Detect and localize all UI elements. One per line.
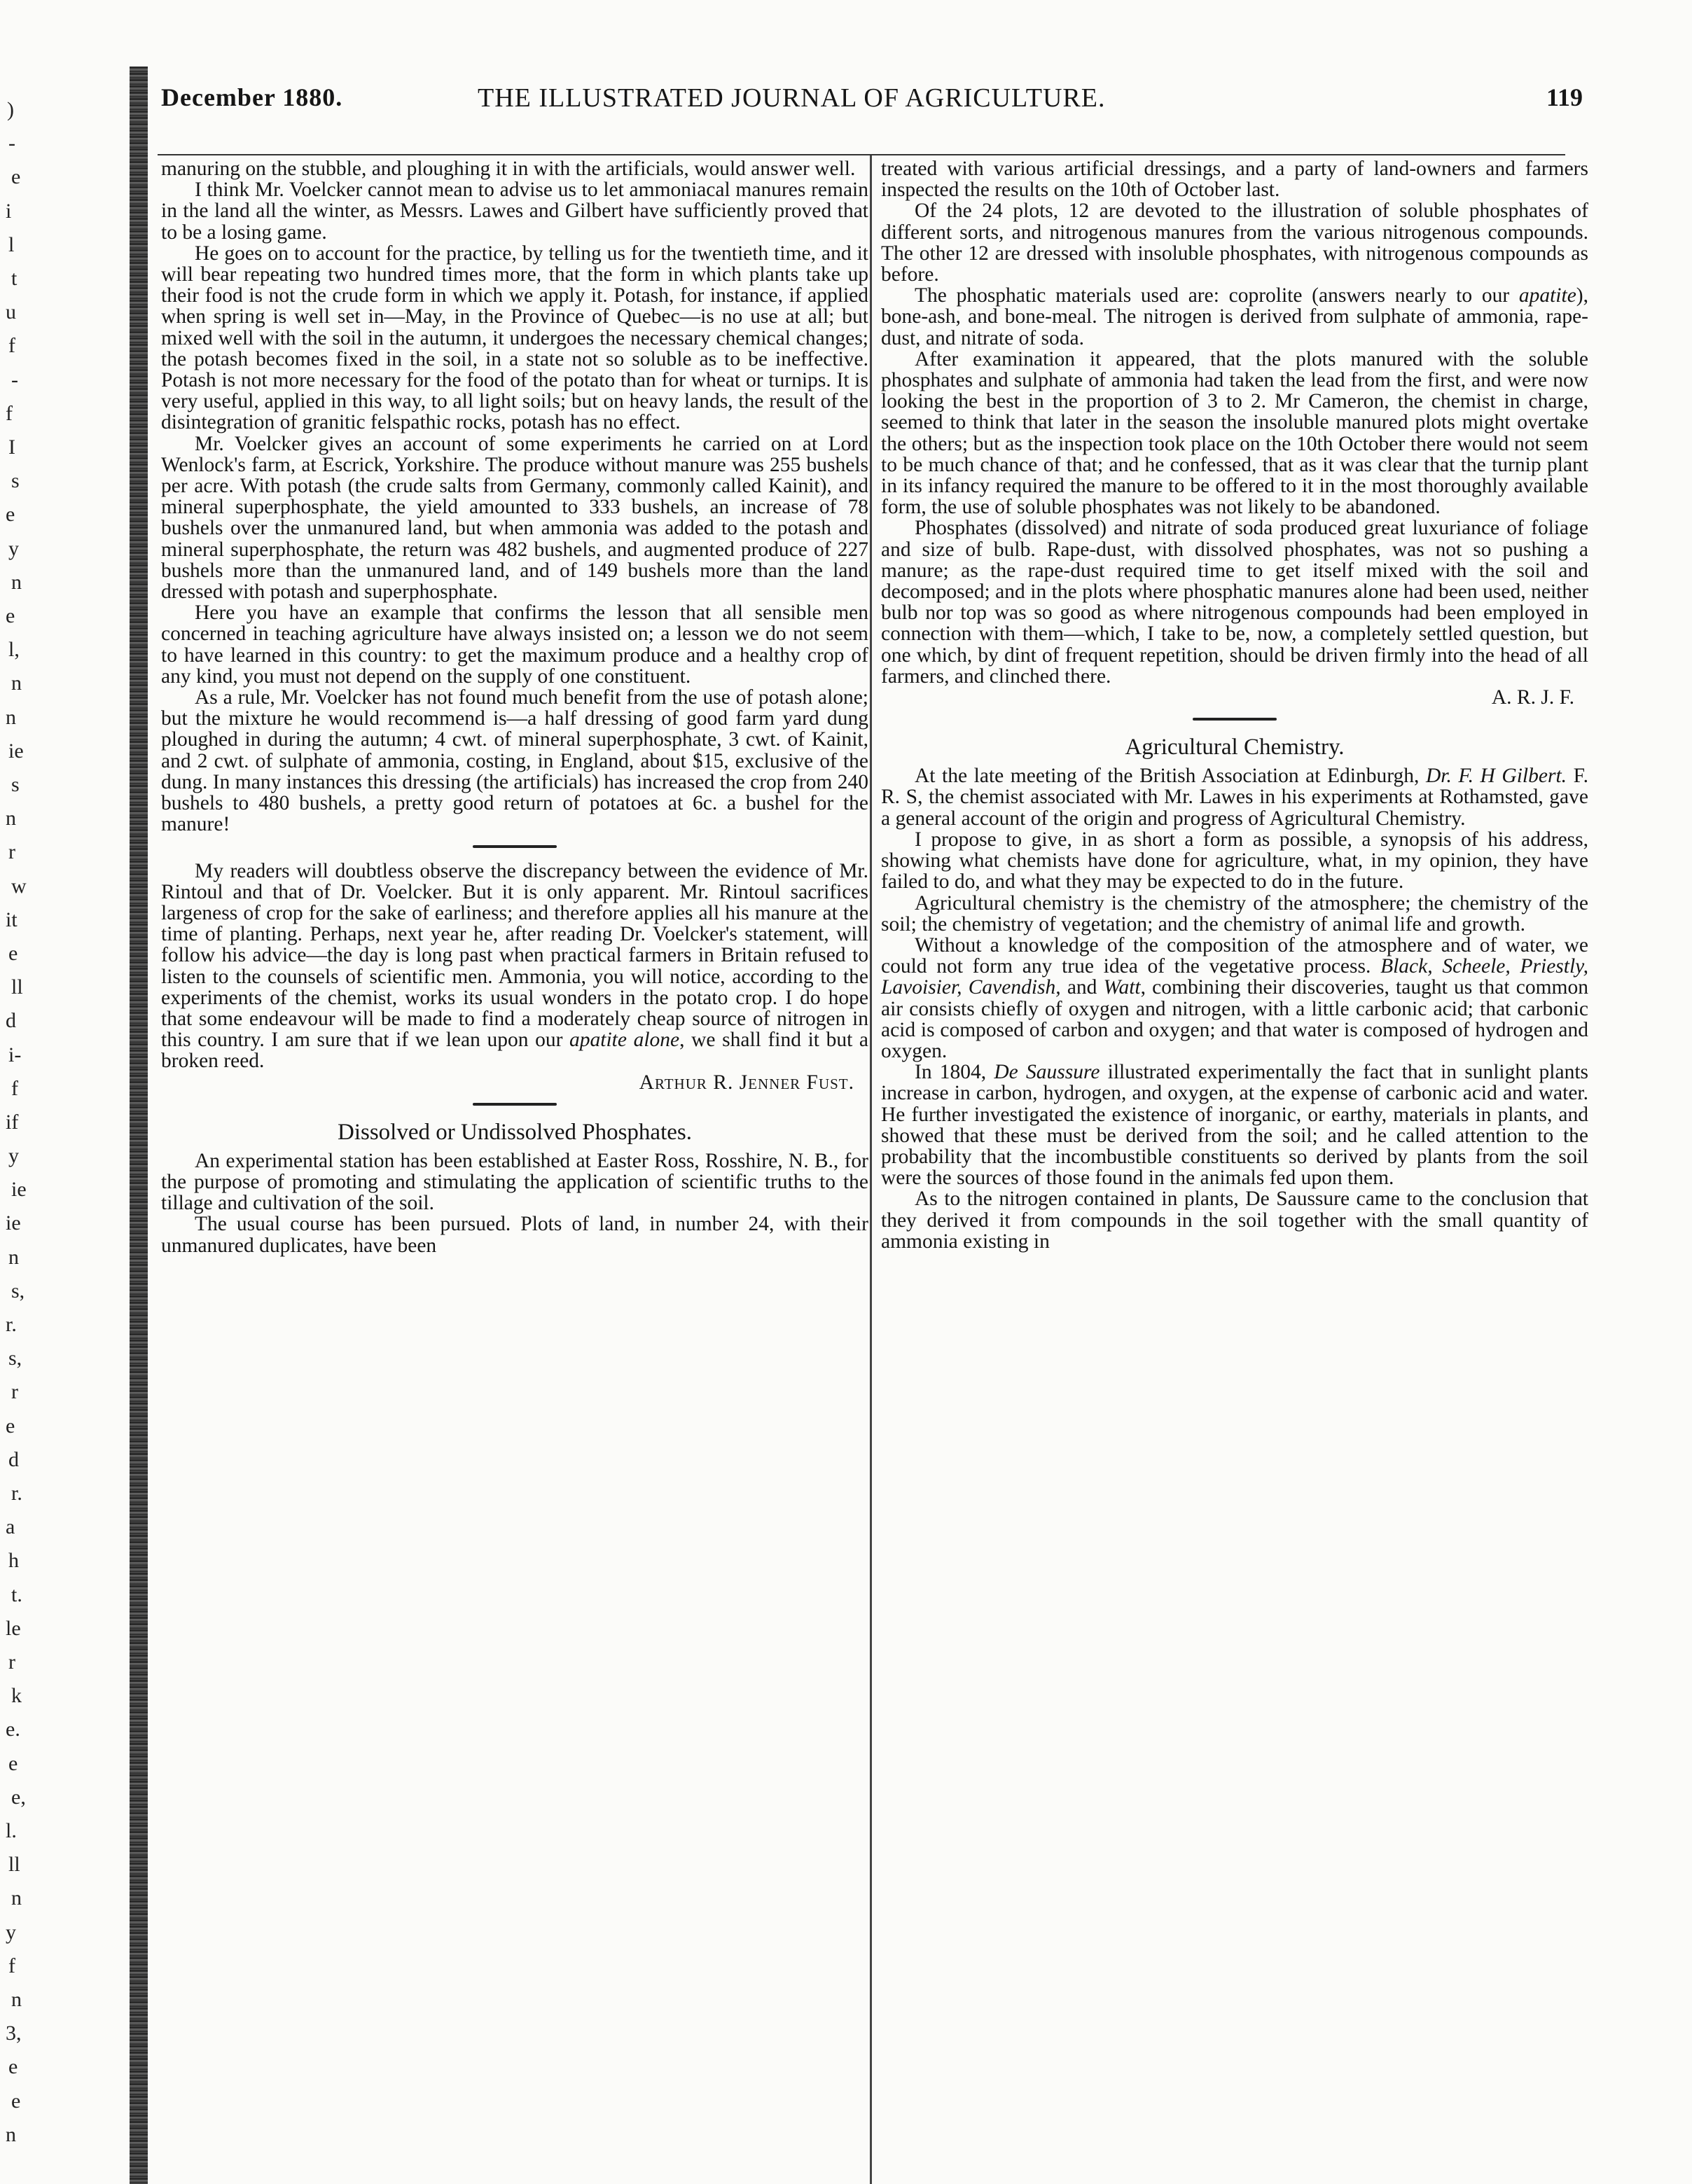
margin-fragment: n	[6, 705, 16, 729]
margin-fragment: if	[6, 1110, 19, 1134]
article-heading: Dissolved or Undissolved Phosphates.	[338, 1119, 692, 1145]
margin-fragment: n	[6, 2122, 16, 2146]
text-run: , combining their discoveries, taught us that common air consists chiefly of oxygen and nitrogen, with a little carbonic acid; that carbonic acid is composed of carbon and oxygen; and that water is composed of hydrogen and oxygen.	[881, 976, 1589, 1062]
margin-fragment: e.	[6, 1718, 20, 1741]
margin-fragment: ll	[8, 1853, 20, 1877]
text-run: ), bone-ash, and bone-meal. The nitrogen is derived from sulphate of ammonia, rape-dust, and nitrate of soda.	[881, 284, 1588, 349]
margin-fragment: e,	[11, 1785, 26, 1809]
margin-fragment: f	[6, 401, 13, 425]
text-run: In 1804,	[915, 1061, 994, 1084]
paragraph: Mr. Voelcker gives an account of some experiments he carried on at Lord Wenlock's farm, at Escrick, Yorkshire. The produce without manure was 255 bushels per acre. With potash (the crude salts from Germany, commonly called Kainit), and mineral superphosphate, the yield amounted to 333 bushels, an increase of 78 bushels over the unmanured land, but when ammonia was added to the potash and mineral superphosphate, the return was 482 bushels, and augmented produce of 227 bushels more than the unmanured land, and of 149 bushels more than the land dressed with potash and superphosphate.	[161, 432, 868, 604]
italic-text: apatite	[1518, 284, 1576, 307]
paragraph	[881, 765, 1588, 829]
column-divider	[870, 155, 872, 2184]
margin-fragment: ie	[8, 739, 24, 763]
author-signature: Arthur R. Jenner Fust.	[639, 1071, 854, 1094]
paragraph: As to the nitrogen contained in plants, De Saussure came to the conclusion that they derived it from compounds in the soil together with the small quantity of ammonia existing in	[881, 1188, 1588, 1253]
article-heading: Agricultural Chemistry.	[1125, 735, 1345, 760]
margin-fragment: d	[8, 1447, 19, 1471]
margin-fragment: r.	[11, 1482, 22, 1505]
italic-text: Watt	[1103, 976, 1141, 999]
margin-fragment: i-	[8, 1043, 22, 1066]
paragraph: As a rule, Mr. Voelcker has not found much benefit from the use of potash alone; but the mixture he would recommend is—a half dressing of good farm yard dung ploughed in during the autumn; 4 cwt. of mineral superphosphate, 3 cwt. of Kainit, and 2 cwt. of sulphate of ammonia, costing, in England, about $15, exclusive of the dung. In many instances this dressing (the artificials) has increased the crop from 240 bushels to 480 bushels, a pretty good return of potatoes at 6c. a bushel for the manure!	[161, 686, 868, 836]
margin-fragment: ie	[6, 1211, 21, 1235]
margin-fragment: n	[8, 1245, 19, 1269]
margin-fragment: k	[11, 1684, 22, 1708]
binding-strip	[130, 67, 148, 2184]
paragraph: manuring on the stubble, and ploughing it in with the artificials, would answer well.	[161, 158, 856, 180]
margin-fragment: e	[11, 2089, 21, 2113]
margin-fragment: e	[6, 1414, 15, 1438]
margin-fragment: n	[11, 1988, 22, 2012]
text-run: My readers will doubtless observe the discrepancy between the evidence of Mr. Rintoul and that of Dr. Voelcker. But it is only apparent. Mr. Rintoul sacrifices largeness of crop for the sake of earliness; and therefore applies all his manure at the time of planting. Perhaps, next year he, after reading Dr. Voelcker's statement, will follow his advice—the day is long past when practical farmers in Britain refused to listen to the counsels of scientific men. Ammonia, you will notice, according to the experiments of the chemist, works its usual wonders in the potato crop. I do hope that some endeavour will be made to find a moderately cheap source of nitrogen in this country. I am sure that if we lean upon our	[161, 859, 868, 1052]
margin-fragment: l	[8, 232, 15, 256]
margin-fragment: d	[6, 1009, 16, 1033]
margin-fragment: n	[11, 570, 22, 594]
italic-text: Black, Scheele, Priestly, Lavoisier, Cavendish,	[881, 955, 1588, 999]
paragraph: Phosphates (dissolved) and nitrate of soda produced great luxuriance of foliage and size of bulb. Rape-dust, with dissolved phosphates, was not so pushing a manure; as the rape-dust required time to get itself mixed with the soil and decomposed; and in the plots where phosphatic manures alone had been used, neither bulb nor top was so good as where nitrogenous compounds had been employed in connection with them—which, I take to be, now, a completely settled question, but one which, by dint of frequent repetition, should be driven firmly into the head of all farmers, and clinched there.	[881, 517, 1588, 688]
adjacent-page-margin	[0, 98, 105, 2171]
margin-fragment: y	[6, 1920, 16, 1944]
paragraph: The usual course has been pursued. Plots of land, in number 24, with their unmanured duplicates, have been	[161, 1213, 868, 1257]
margin-fragment: 3,	[6, 2022, 22, 2045]
text-run: F. R. S, the chemist associated with Mr. Lawes in his experiments at Rothamsted, gave a general account of the origin and progress of Agricultural Chemistry.	[881, 765, 1588, 830]
margin-fragment: -	[8, 132, 15, 155]
running-header	[161, 83, 1583, 125]
text-run: and	[1060, 976, 1104, 999]
margin-fragment: I	[8, 435, 15, 459]
margin-fragment: )	[7, 98, 14, 121]
margin-fragment: e	[11, 165, 21, 189]
margin-fragment: e	[8, 1751, 18, 1775]
margin-fragment: e	[8, 941, 18, 965]
margin-fragment: f	[11, 1076, 18, 1100]
text-run: , we shall find it but a broken reed.	[161, 1029, 868, 1073]
margin-fragment: t	[11, 266, 18, 290]
paragraph: treated with various artificial dressings, and a party of land-owners and farmers inspected the results on the 10th of October last.	[881, 158, 1588, 202]
paragraph: Agricultural chemistry is the chemistry of the atmosphere; the chemistry of the soil; the chemistry of vegetation; and the chemistry of animal life and growth.	[881, 891, 1588, 935]
margin-fragment: ll	[11, 975, 23, 999]
margin-fragment: r	[8, 1650, 15, 1674]
margin-fragment: t.	[11, 1583, 22, 1606]
margin-fragment: s	[11, 772, 20, 796]
paragraph	[881, 935, 1588, 1062]
italic-text: Dr. F. H Gilbert.	[1425, 765, 1567, 788]
text-run: illustrated experimentally the fact that in sunlight plants increase in carbon, hydrogen, and oxygen, at the expense of carbonic acid and water. He further investigated the existence of inorganic, or earthy, materials in plants, and showed that these must be derived from the soil; and he called attention to the probability that the incombustible constituents so derived by plants from the soil were the sources of those found in the animals fed upon them.	[881, 1061, 1588, 1190]
author-signature: A. R. J. F.	[1491, 686, 1574, 709]
margin-fragment: l.	[6, 1819, 17, 1843]
section-rule	[473, 1103, 557, 1106]
italic-text: De Saussure	[994, 1061, 1100, 1084]
paragraph	[881, 285, 1588, 349]
journal-title: THE ILLUSTRATED JOURNAL OF AGRICULTURE.	[478, 83, 1106, 113]
paragraph: After examination it appeared, that the plots manured with the soluble phosphates and sulphate of ammonia had taken the lead from the first, and were now looking the best in the proportion of 3 to 2. Mr Cameron, the chemist in charge, seemed to think that later in the season the insoluble manured plots might overtake the others; but as the inspection took place on the 10th October there would not seem to be much chance of that; and he confessed, that as it was clear that the turnip plant in its infancy required the manure to be offered to it in the most thoroughly available form, the use of soluble phosphates was not likely to be abandoned.	[881, 347, 1588, 519]
margin-fragment: i	[6, 199, 12, 223]
margin-fragment: y	[8, 536, 19, 560]
margin-fragment: r	[11, 1380, 18, 1404]
paragraph: Here you have an example that confirms the lesson that all sensible men concerned in teaching agriculture have always insisted on; a lesson we do not seem to have learned in this country: to get the maximum produce and a healthy crop of any kind, you must not depend on the supply of one constituent.	[161, 601, 868, 688]
margin-fragment: y	[8, 1144, 19, 1168]
margin-fragment: it	[6, 907, 18, 931]
margin-fragment: le	[6, 1616, 21, 1640]
margin-fragment: f	[8, 1954, 15, 1977]
margin-fragment: f	[8, 334, 15, 358]
paragraph	[161, 861, 868, 1072]
margin-fragment: w	[11, 874, 27, 898]
right-column	[881, 158, 1588, 1252]
paragraph: He goes on to account for the practice, by telling us for the twentieth time, and it will bear repeating two hundred times more, that the form in which plants take up their food is not the crude form in which we apply it. Potash, for instance, if applied when spring is well set in—May, in the Province of Quebec—is no use at all; but mixed well with the soil in the autumn, it undergoes the necessary chemical changes; the potash becomes fixed in the soil, in a state not so soluble as to be ineffective. Potash is not more necessary for the food of the potato than for wheat or turnips. It is very useful, applied in this way, to all light soils; but on heavy lands, the result of the disintegration of granitic felspathic rocks, potash has no effect.	[161, 242, 868, 434]
section-rule	[473, 845, 557, 848]
margin-fragment: e	[6, 604, 15, 627]
paragraph	[881, 1062, 1588, 1188]
italic-text: apatite alone	[569, 1029, 680, 1052]
margin-fragment: u	[6, 300, 16, 324]
text-run: Without a knowledge of the composition of the atmosphere and of water, we could not form any true idea of the vegetative process.	[881, 933, 1588, 978]
margin-fragment: ie	[11, 1178, 27, 1202]
paragraph: I think Mr. Voelcker cannot mean to advise us to let ammoniacal manures remain in the land all the winter, as Messrs. Lawes and Gilbert have sufficiently proved that to be a losing game.	[161, 179, 868, 244]
paragraph: Of the 24 plots, 12 are devoted to the illustration of soluble phosphates of different sorts, and nitrogenous manures from the various nitrogenous compounds. The other 12 are dressed with insoluble phosphates, with nitrogenous compounds as before.	[881, 200, 1588, 286]
margin-fragment: n	[6, 807, 16, 830]
section-rule	[1193, 718, 1277, 721]
margin-fragment: s,	[11, 1279, 25, 1302]
margin-fragment: e	[8, 2055, 18, 2079]
margin-fragment: e	[6, 503, 15, 527]
margin-fragment: n	[11, 1886, 22, 1910]
margin-fragment: r.	[6, 1313, 17, 1337]
paragraph: An experimental station has been established at Easter Ross, Rosshire, N. B., for the purpose of promoting and stimulating the application of scientific truths to the tillage and cultivation of the soil.	[161, 1149, 868, 1215]
margin-fragment: s,	[8, 1347, 22, 1370]
page-number: 119	[1546, 83, 1583, 111]
margin-fragment: n	[11, 672, 22, 695]
margin-fragment: a	[6, 1515, 15, 1539]
left-column	[161, 158, 868, 1256]
margin-fragment: h	[8, 1549, 19, 1573]
text-run: The phosphatic materials used are: coprolite (answers nearly to our	[915, 284, 1519, 307]
margin-fragment: l,	[8, 638, 20, 662]
header-date: December 1880.	[161, 83, 343, 111]
margin-fragment: r	[8, 840, 15, 864]
margin-fragment: -	[11, 368, 18, 391]
margin-fragment: s	[11, 469, 20, 493]
paragraph: I propose to give, in as short a form as possible, a synopsis of his address, showing what chemists have done for agriculture, what, in my opinion, they have failed to do, and what they may be expected to do in the future.	[881, 828, 1588, 893]
text-run: At the late meeting of the British Association at Edinburgh,	[915, 765, 1426, 788]
header-rule	[158, 154, 1565, 155]
